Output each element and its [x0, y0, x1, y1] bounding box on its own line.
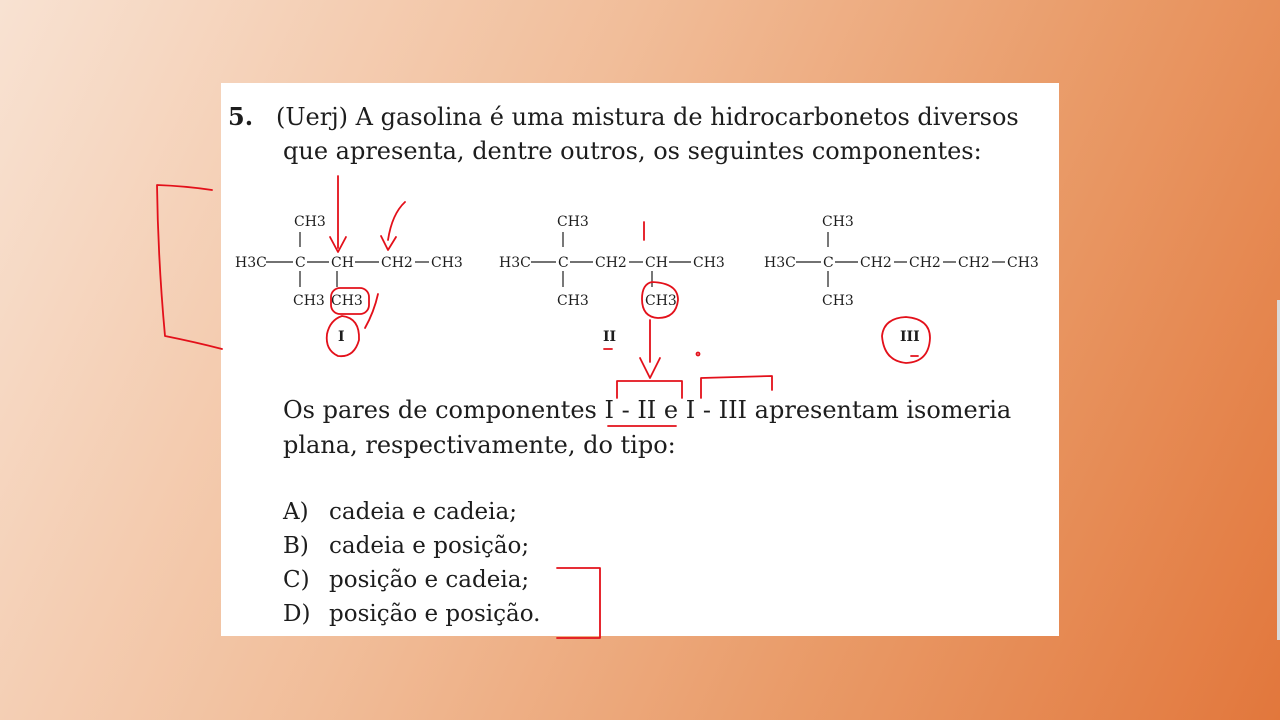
structure-III	[756, 203, 1056, 353]
question-intro: (Uerj) A gasolina é uma mistura de hidrocarbonetos diversos	[275, 103, 1019, 131]
struct-III-ch2-a: CH2	[860, 255, 892, 271]
left-bracket-mark	[157, 185, 222, 349]
struct-II-h3c: H3C	[499, 255, 531, 271]
struct-II-label: II	[603, 329, 617, 345]
question-line-1	[228, 99, 1019, 135]
option-c-letter: C)	[283, 567, 310, 593]
option-d-letter: D)	[283, 601, 311, 627]
struct-II-top-ch3: CH3	[557, 214, 589, 230]
question-card	[221, 83, 1059, 636]
question-number: 5.	[228, 102, 254, 131]
struct-II-bottom-c: CH3	[557, 293, 589, 309]
option-b-letter: B)	[283, 533, 309, 559]
struct-I-ch2: CH2	[381, 255, 413, 271]
option-b[interactable]	[283, 533, 529, 559]
struct-III-c: C	[823, 255, 834, 271]
question-line-4: plana, respectivamente, do tipo:	[283, 431, 676, 459]
option-a-text: cadeia e cadeia;	[329, 499, 517, 525]
struct-II-ch3-end: CH3	[693, 255, 725, 271]
option-c[interactable]	[283, 567, 529, 593]
struct-I-c: C	[295, 255, 306, 271]
struct-II-ch: CH	[645, 255, 668, 271]
struct-I-top-ch3: CH3	[294, 214, 326, 230]
struct-III-h3c: H3C	[764, 255, 796, 271]
struct-III-ch2-c: CH2	[958, 255, 990, 271]
struct-I-ch3-end: CH3	[431, 255, 463, 271]
structure-I	[221, 203, 481, 353]
option-c-text: posição e cadeia;	[329, 567, 530, 593]
struct-III-top-ch3: CH3	[822, 214, 854, 230]
struct-I-bottom-c: CH3	[293, 293, 325, 309]
question-line-3: Os pares de componentes I - II e I - III apresentam isomeria	[283, 396, 1012, 424]
option-a-letter: A)	[283, 499, 309, 525]
option-b-text: cadeia e posição;	[329, 533, 530, 559]
option-d[interactable]	[283, 601, 540, 627]
struct-II-ch2: CH2	[595, 255, 627, 271]
struct-III-bottom-c: CH3	[822, 293, 854, 309]
structure-II	[491, 203, 741, 353]
struct-II-c: C	[558, 255, 569, 271]
struct-I-ch: CH	[331, 255, 354, 271]
struct-II-bottom-ch: CH3	[645, 293, 677, 309]
struct-III-label: III	[900, 329, 920, 345]
struct-I-h3c: H3C	[235, 255, 267, 271]
struct-III-ch3-end: CH3	[1007, 255, 1039, 271]
option-d-text: posição e posição.	[329, 601, 541, 627]
struct-III-ch2-b: CH2	[909, 255, 941, 271]
question-line-2: que apresenta, dentre outros, os seguintes componentes:	[283, 137, 982, 165]
struct-I-label: I	[338, 329, 345, 345]
option-a[interactable]	[283, 499, 517, 525]
struct-I-bottom-ch: CH3	[331, 293, 363, 309]
